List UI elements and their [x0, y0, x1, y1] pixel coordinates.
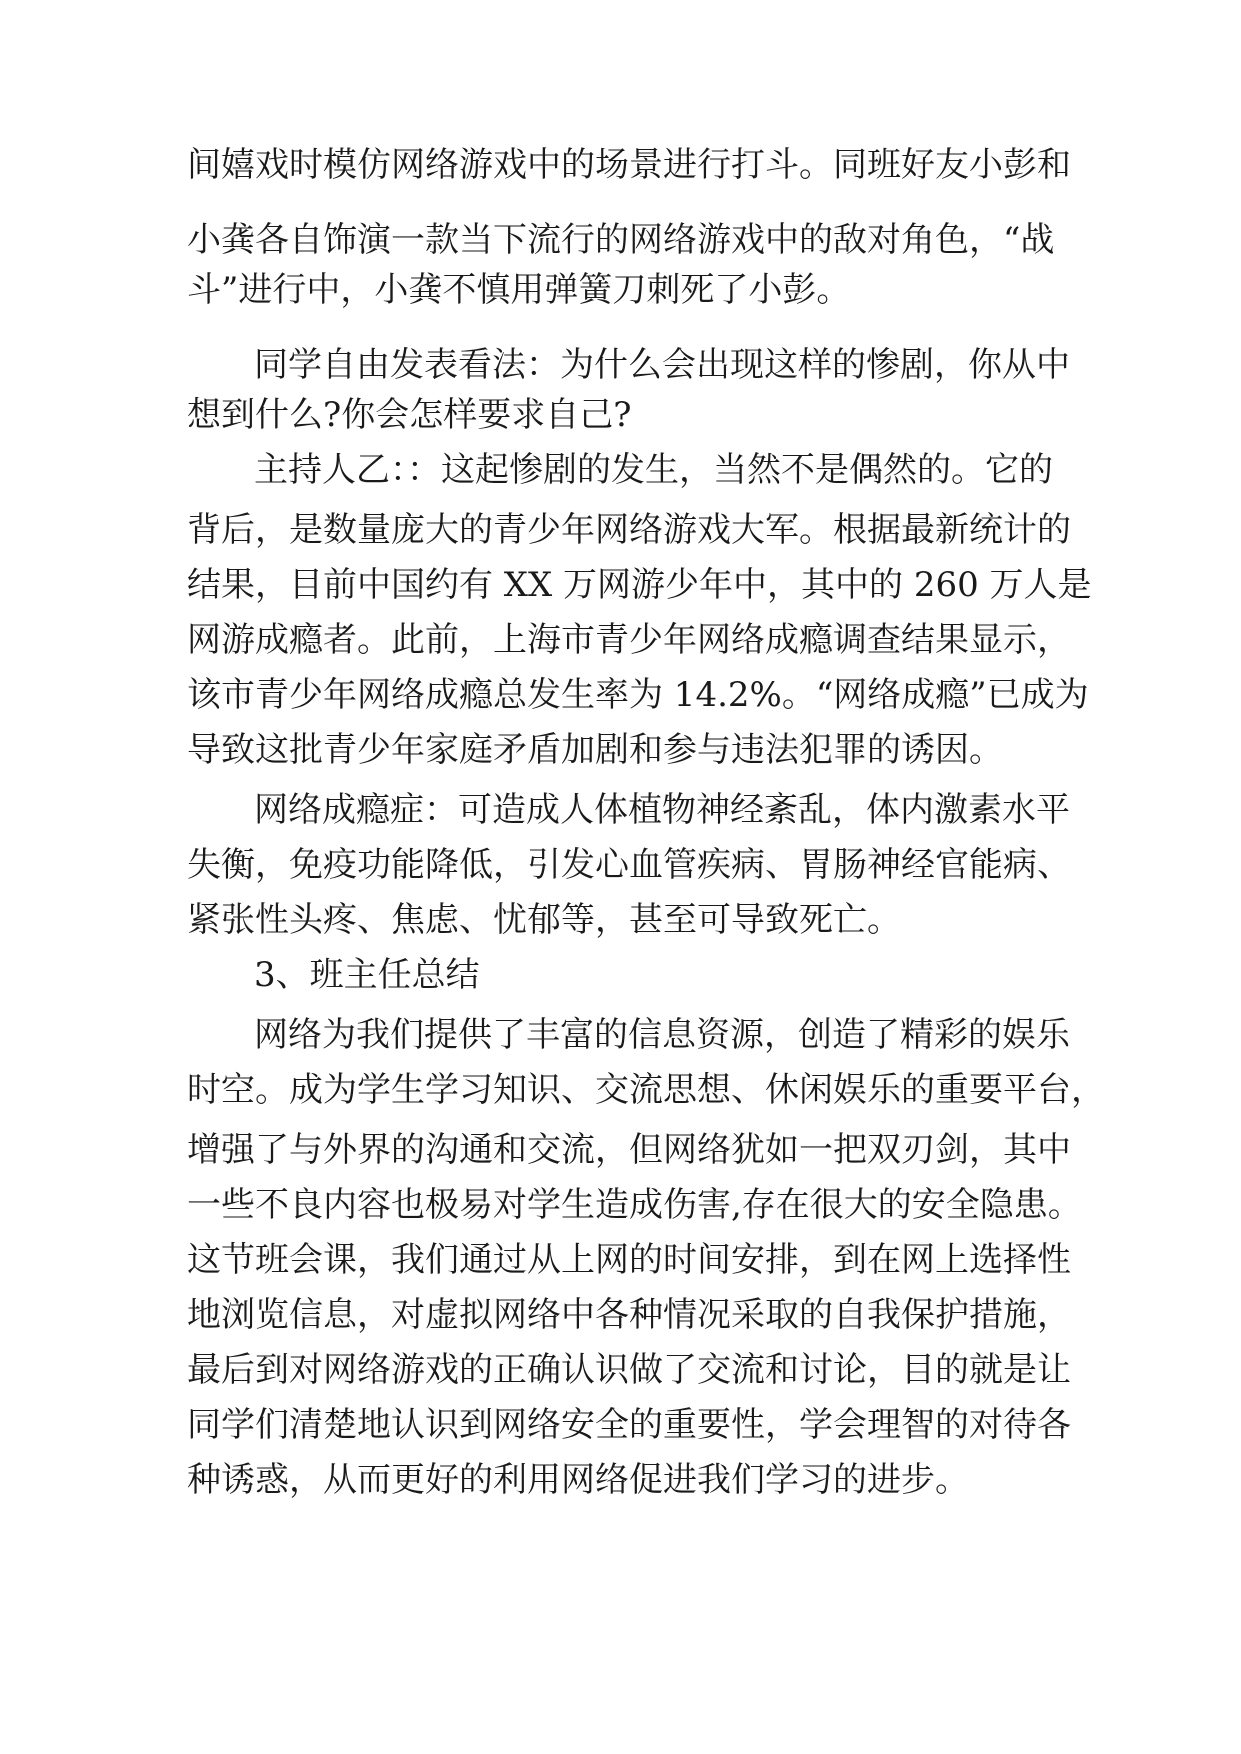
body-text-line: 小龚各自饰演一款当下流行的网络游戏中的敌对角色，“战	[187, 220, 1055, 260]
body-text-line: 紧张性头疼、焦虑、忧郁等，甚至可导致死亡。	[187, 900, 901, 940]
body-text-line: 网游成瘾者。此前，上海市青少年网络成瘾调查结果显示，	[187, 620, 1071, 660]
body-text-line: 想到什么?你会怎样要求自己?	[187, 395, 632, 435]
body-text-line: 该市青少年网络成瘾总发生率为 14.2%。“网络成瘾”已成为	[187, 675, 1089, 715]
body-text-line: 这节班会课，我们通过从上网的时间安排，到在网上选择性	[187, 1240, 1071, 1280]
body-text-line: 最后到对网络游戏的正确认识做了交流和讨论，目的就是让	[187, 1350, 1071, 1390]
body-text-line: 结果，目前中国约有 XX 万网游少年中，其中的 260 万人是	[187, 565, 1092, 605]
body-text-line: 同学自由发表看法：为什么会出现这样的惨剧，你从中	[254, 345, 1070, 385]
body-text-line: 一些不良内容也极易对学生造成伤害,存在很大的安全隐患。	[187, 1185, 1082, 1225]
body-text-line: 导致这批青少年家庭矛盾加剧和参与违法犯罪的诱因。	[187, 730, 1003, 770]
body-text-line: 增强了与外界的沟通和交流，但网络犹如一把双刃剑，其中	[187, 1130, 1071, 1170]
body-text-line: 地浏览信息，对虚拟网络中各种情况采取的自我保护措施，	[187, 1295, 1071, 1335]
body-text-line: 网络为我们提供了丰富的信息资源，创造了精彩的娱乐	[254, 1015, 1070, 1055]
body-text-line: 网络成瘾症：可造成人体植物神经紊乱，体内激素水平	[254, 790, 1070, 830]
body-text-line: 种诱惑，从而更好的利用网络促进我们学习的进步。	[187, 1460, 969, 1500]
body-text-line: 同学们清楚地认识到网络安全的重要性，学会理智的对待各	[187, 1405, 1071, 1445]
body-text-line: 背后，是数量庞大的青少年网络游戏大军。根据最新统计的	[187, 510, 1071, 550]
body-text-line: 斗”进行中，小龚不慎用弹簧刀刺死了小彭。	[187, 270, 851, 310]
body-text-line: 主持人乙：：这起惨剧的发生，当然不是偶然的。它的	[254, 450, 1053, 490]
body-text-line: 时空。成为学生学习知识、交流思想、休闲娱乐的重要平台，	[187, 1070, 1105, 1110]
body-text-line: 失衡，免疫功能降低，引发心血管疾病、胃肠神经官能病、	[187, 845, 1071, 885]
section-heading: 3、班主任总结	[254, 955, 480, 995]
body-text-line: 间嬉戏时模仿网络游戏中的场景进行打斗。同班好友小彭和	[187, 145, 1071, 185]
